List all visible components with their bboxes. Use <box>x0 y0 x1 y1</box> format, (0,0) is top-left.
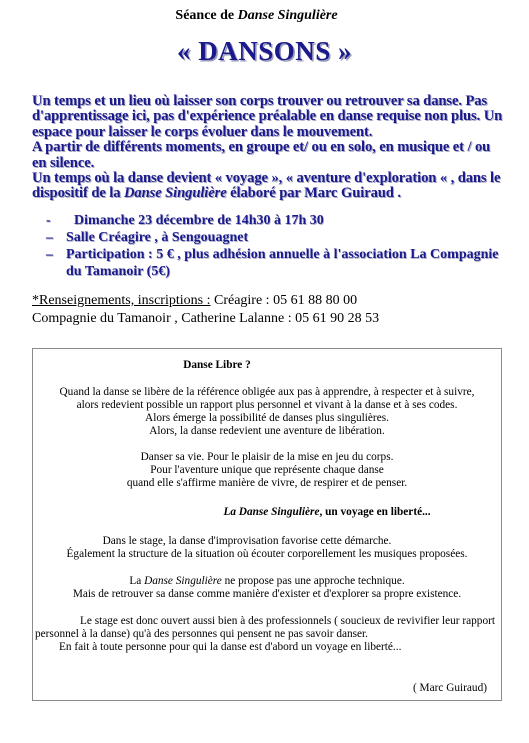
box-line <box>33 575 501 588</box>
intro-text <box>32 94 504 202</box>
box-line: Mais de retrouver sa danse comme manière d'exister et d'explorer sa propre existence. <box>72 588 462 600</box>
contact-info <box>32 292 512 328</box>
detail-text: Participation : 5 € , plus adhésion annuelle à l'association La Compagnie du Tamanoir (5€) <box>66 247 499 279</box>
box-line: Alors, la danse redevient une aventure de libération. <box>149 425 385 437</box>
intro-text-part: Un temps où la danse devient « voyage », « aventure d'exploration « , dans le dispositif de la <box>32 170 501 202</box>
box-line: Pour l'aventure unique que représente chaque danse <box>150 464 384 476</box>
detail-item <box>46 229 506 246</box>
heading-prefix: Séance de <box>175 8 235 23</box>
intro-paragraph: Un temps et un lieu où laisser son corps trouver ou retrouver sa danse. Pas d'apprentissage ici, pas d'expérience préalable en danse requise non plus. Un espace pour laisser le corps évoluer dans le mouvement. <box>32 93 503 140</box>
intro-paragraph: A partir de différents moments, en groupe et/ ou en solo, en musique et / ou en silence. <box>32 139 491 171</box>
box-line: alors redevient possible un rapport plus personnel et vivant à la danse et à ses codes. <box>76 399 458 411</box>
contact-label: *Renseignements, inscriptions : <box>32 293 211 308</box>
box-line: quand elle s'affirme manière de vivre, de respirer et de penser. <box>126 477 408 489</box>
intro-paragraph <box>32 171 504 202</box>
bullet: - <box>46 213 51 228</box>
box-line: Également la structure de la situation où écouter corporellement les musiques proposées. <box>66 548 468 560</box>
bullet: – <box>46 247 53 262</box>
box-line: Quand la danse se libère de la référence obligée aux pas à apprendre, à respecter et à suivre, <box>59 386 475 398</box>
box-heading: Danse Libre ? <box>183 359 251 371</box>
box-italic-name: Danse Singulière <box>144 575 222 587</box>
box-text-part: ne propose pas une approche technique. <box>224 575 405 587</box>
intro-italic-name: Danse Singulière <box>123 185 227 202</box>
box-line: personnel à la danse) qu'à des personnes qui pensent ne pas savoir danser. <box>35 628 368 640</box>
event-details <box>46 212 506 280</box>
subheading-italic: La Danse Singulière <box>223 506 320 518</box>
heading-name: Danse Singulière <box>237 8 338 23</box>
box-subheading <box>33 506 501 519</box>
page-title: « DANSONS » <box>176 36 353 66</box>
bullet: – <box>46 230 53 245</box>
contact-line <box>32 292 512 310</box>
box-line: Alors émerge la possibilité de danses plus singulières. <box>145 412 389 424</box>
box-line: Dans le stage, la danse d'improvisation favorise cette démarche. <box>102 535 392 547</box>
box-line: En fait à toute personne pour qui la danse est d'abord un voyage en liberté... <box>59 641 402 653</box>
box-text-part: La <box>129 575 142 587</box>
box-line: Danser sa vie. Pour le plaisir de la mise en jeu du corps. <box>140 451 394 463</box>
detail-item <box>46 246 506 280</box>
intro-text-part: élaboré par Marc Guiraud . <box>230 185 401 202</box>
text-box <box>32 348 502 701</box>
detail-item <box>46 212 506 229</box>
subheading-rest: , un voyage en liberté... <box>319 506 431 518</box>
detail-text: Dimanche 23 décembre de 14h30 à 17h 30 <box>74 213 324 228</box>
contact-phone-tamanoir: Compagnie du Tamanoir , Catherine Lalanne : 05 61 90 28 53 <box>32 311 380 326</box>
box-line: Le stage est donc ouvert aussi bien à des professionnels ( soucieux de revivifier leur rapport <box>79 615 495 627</box>
detail-text: Salle Créagire , à Sengouagnet <box>66 230 249 245</box>
contact-phone-creagire: Créagire : 05 61 88 80 00 <box>213 293 358 308</box>
document-heading <box>0 8 521 24</box>
signature: ( Marc Guiraud) <box>412 682 487 694</box>
